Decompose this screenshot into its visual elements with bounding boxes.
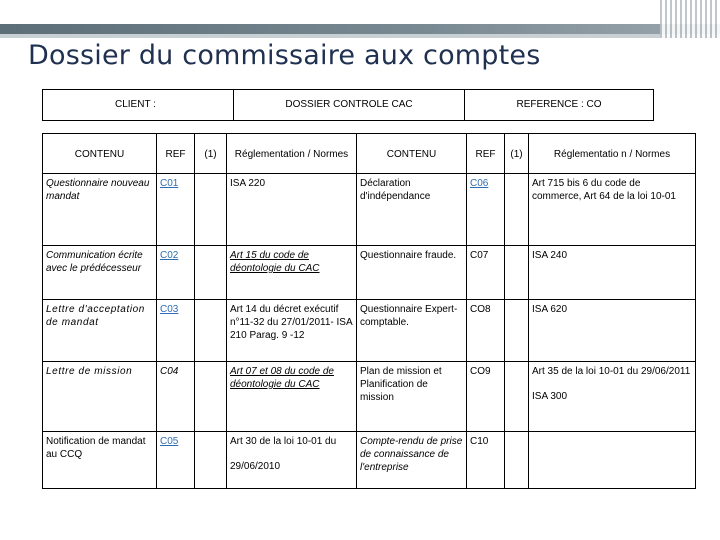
cell-note-2 (505, 432, 529, 489)
reference-label: REFERENCE : CO (516, 99, 602, 110)
col-ref-2: REF (467, 134, 505, 174)
col-note-2: (1) (505, 134, 529, 174)
cell-contenu-2: Questionnaire Expert-comptable. (357, 300, 467, 362)
cell-note (195, 246, 227, 300)
col-ref: REF (157, 134, 195, 174)
cell-reglementation-2: ISA 620 (529, 300, 696, 362)
cell-ref-2: C10 (467, 432, 505, 489)
cell-reglementation: Art 15 du code de déontologie du CAC (227, 246, 357, 300)
cell-note-2 (505, 300, 529, 362)
dossier-label: DOSSIER CONTROLE CAC (233, 90, 465, 120)
cell-contenu-2: Déclaration d'indépendance (357, 174, 467, 246)
cell-ref-2: CO9 (467, 362, 505, 432)
cell-reglementation-2: ISA 240 (529, 246, 696, 300)
cell-reglementation-2 (529, 432, 696, 489)
cell-reglementation (227, 432, 357, 489)
cell-reglementation: ISA 220 (227, 174, 357, 246)
cell-ref-2: CO8 (467, 300, 505, 362)
cell-note (195, 362, 227, 432)
cell-contenu: Questionnaire nouveau mandat (43, 174, 157, 246)
cell-reglementation: Art 14 du décret exécutif n°11-32 du 27/01/2011- ISA 210 Parag. 9 -12 (227, 300, 357, 362)
cell-contenu-2: Questionnaire fraude. (357, 246, 467, 300)
cell-ref-2: C07 (467, 246, 505, 300)
table-row (43, 432, 696, 489)
table-row (43, 174, 696, 246)
reg-text: Art 35 de la loi 10-01 du 29/06/2011 (532, 366, 691, 377)
col-reglementation-2: Réglementatio n / Normes (529, 134, 696, 174)
cell-contenu-2: Compte-rendu de prise de connaissance de l'entreprise (357, 432, 467, 489)
cell-reglementation-2 (529, 362, 696, 432)
cell-note-2 (505, 362, 529, 432)
cell-note (195, 300, 227, 362)
cell-reglementation: Art 07 et 08 du code de déontologie du CAC (227, 362, 357, 432)
decorative-stripes (660, 0, 720, 38)
cell-note-2 (505, 174, 529, 246)
page-title: Dossier du commissaire aux comptes (28, 40, 541, 71)
cell-contenu: Notification de mandat au CCQ (43, 432, 157, 489)
col-note: (1) (195, 134, 227, 174)
cell-contenu-2: Plan de mission et Planification de mission (357, 362, 467, 432)
reg-text-isa: ISA 300 (532, 391, 568, 402)
ref-link-c06[interactable]: C06 (467, 174, 505, 246)
dossier-header-box (42, 89, 654, 121)
client-label: CLIENT : (115, 99, 156, 110)
col-contenu-2: CONTENU (357, 134, 467, 174)
cell-contenu: Communication écrite avec le prédécesseur (43, 246, 157, 300)
reg-text: Art 30 de la loi 10-01 du (230, 436, 337, 447)
cell-note (195, 432, 227, 489)
dossier-table (42, 133, 695, 488)
slide-top-banner (0, 0, 720, 38)
cell-note-2 (505, 246, 529, 300)
table-row (43, 300, 696, 362)
cell-contenu: Lettre de mission (43, 362, 157, 432)
table-row (43, 362, 696, 432)
ref-link-c02[interactable]: C02 (157, 246, 195, 300)
cell-ref: C04 (157, 362, 195, 432)
cell-note (195, 174, 227, 246)
reg-text-date: 29/06/2010 (230, 461, 281, 472)
col-reglementation: Réglementation / Normes (227, 134, 357, 174)
table-row (43, 246, 696, 300)
cell-reglementation-2: Art 715 bis 6 du code de commerce, Art 64 de la loi 10-01 (529, 174, 696, 246)
col-contenu: CONTENU (43, 134, 157, 174)
ref-link-c05[interactable]: C05 (157, 432, 195, 489)
ref-link-c03[interactable]: C03 (157, 300, 195, 362)
ref-link-c01[interactable]: C01 (157, 174, 195, 246)
table-header-row (43, 134, 696, 174)
cell-contenu: Lettre d'acceptation de mandat (43, 300, 157, 362)
